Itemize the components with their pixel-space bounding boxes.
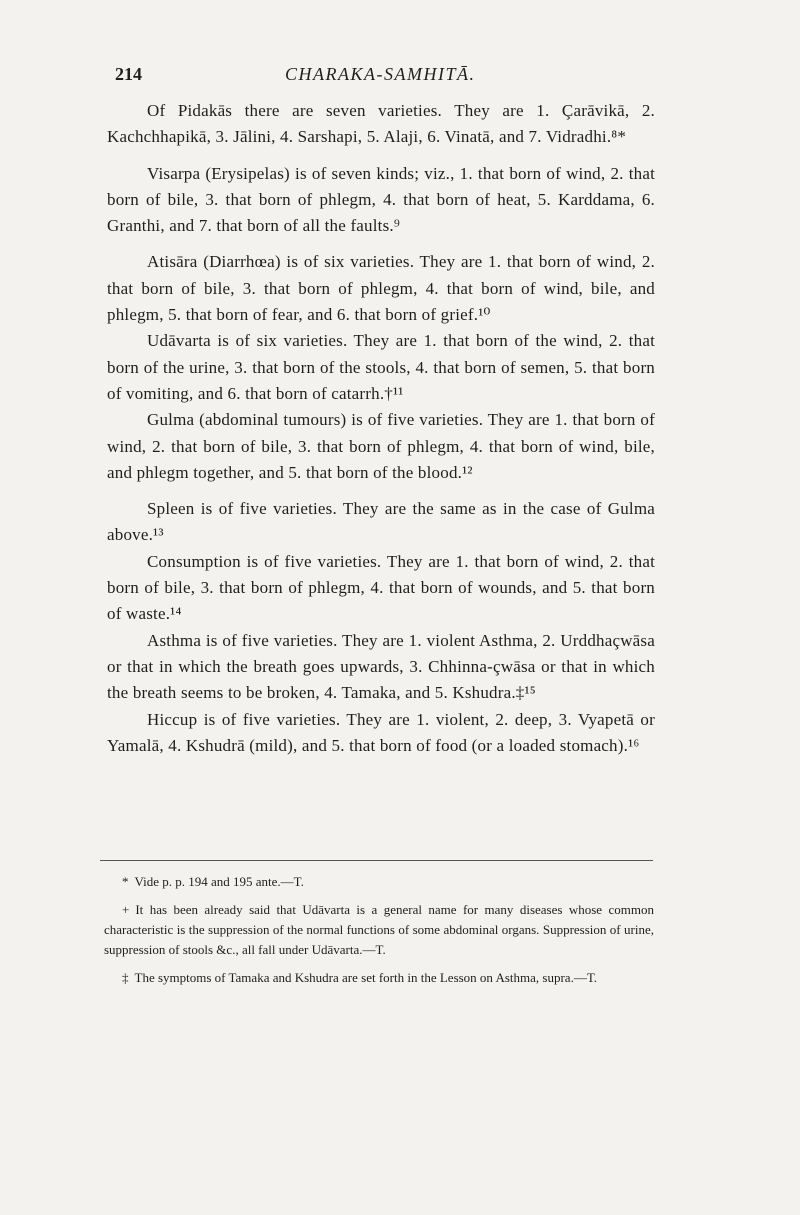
footnote-text: It has been already said that Udāvarta is a general name for many diseases whose common characteristic is the suppression of the normal functions of some abdominal organs. Suppression of urine, suppression of stools &c., all fall under Udāvarta.—T. bbox=[104, 902, 654, 957]
page-header bbox=[115, 64, 655, 90]
paragraph-pidakas: Of Pidakās there are seven varieties. They are 1. Çarāvikā, 2. Kachchhapikā, 3. Jālini, 4. Sarshapi, 5. Alaji, 6. Vinatā, and 7. Vidradhi.⁸* bbox=[107, 101, 655, 147]
paragraph-consumption: Consumption is of five varieties. They are 1. that born of wind, 2. that born of bile, 3. that born of phlegm, 4. that born of wounds, and 5. that born of waste.¹⁴ bbox=[107, 551, 655, 624]
paragraph-udavarta: Udāvarta is of six varieties. They are 1. that born of the wind, 2. that born of the urine, 3. that born of the stools, 4. that born of semen, 5. that born of vomiting, and 6. that born of catarrh.†¹¹ bbox=[107, 331, 655, 403]
footnotes bbox=[104, 872, 654, 988]
footnote bbox=[104, 900, 654, 960]
paragraph-visarpa: Visarpa (Erysipelas) is of seven kinds; viz., 1. that born of wind, 2. that born of bile, 3. that born of phlegm, 4. that born of heat, 5. Karddama, 6. Granthi, and 7. that born of all the faults.⁹ bbox=[107, 163, 655, 236]
footnote-text: Vide p. p. 194 and 195 ante.—T. bbox=[134, 874, 304, 889]
main-text bbox=[107, 98, 655, 759]
footnote bbox=[104, 872, 654, 892]
paragraph-gulma: Gulma (abdominal tumours) is of five varieties. They are 1. that born of wind, 2. that born of bile, 3. that born of phlegm, 4. that born of wind, bile, and phlegm together, and 5. that born of the blood.¹² bbox=[107, 410, 655, 482]
footnote bbox=[104, 968, 654, 988]
footnote-text: The symptoms of Tamaka and Kshudra are set forth in the Lesson on Asthma, supra.—T. bbox=[134, 970, 598, 985]
paragraph-atisara: Atisāra (Diarrhœa) is of six varieties. They are 1. that born of wind, 2. that born of bile, 3. that born of phlegm, 4. that born of wind, bile, and phlegm, 5. that born of fear, and 6. that born of grief.¹⁰ bbox=[107, 252, 655, 325]
paragraph-hiccup: Hiccup is of five varieties. They are 1. violent, 2. deep, 3. Vyapetā or Yamalā, 4. Kshudrā (mild), and 5. that born of food (or a loaded stomach).¹⁶ bbox=[107, 709, 655, 755]
footnote-symbol: + bbox=[122, 902, 130, 917]
footnote-divider bbox=[100, 860, 653, 861]
footnote-symbol: * bbox=[122, 874, 129, 889]
paragraph-spleen: Spleen is of five varieties. They are the same as in the case of Gulma above.¹³ bbox=[107, 499, 655, 545]
footnote-symbol: ‡ bbox=[122, 970, 129, 985]
running-title: CHARAKA-SAMHITĀ. bbox=[285, 64, 476, 84]
page-number: 214 bbox=[115, 64, 142, 84]
paragraph-asthma: Asthma is of five varieties. They are 1. violent Asthma, 2. Urddhaçwāsa or that in which the breath goes upwards, 3. Chhinna-çwāsa or that in which the breath seems to be broken, 4. Tamaka, and 5. Kshudra.‡¹⁵ bbox=[107, 630, 655, 703]
